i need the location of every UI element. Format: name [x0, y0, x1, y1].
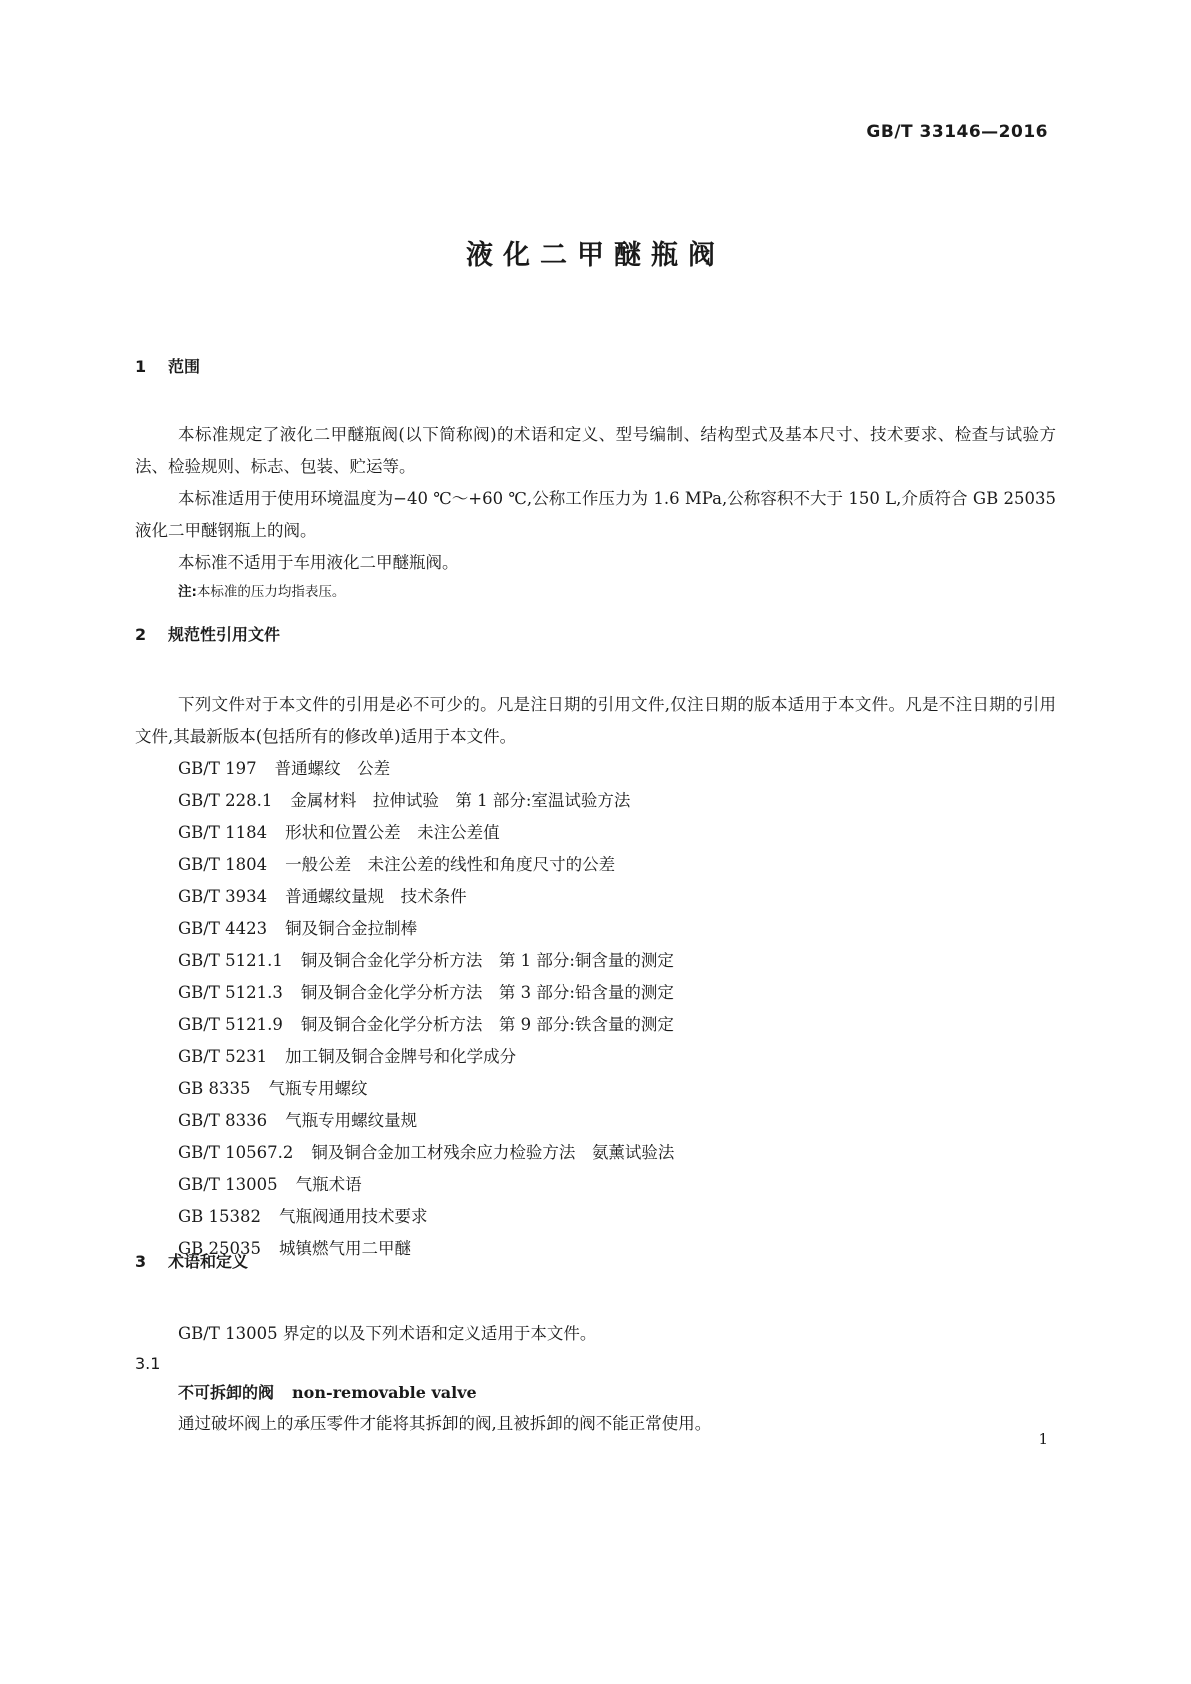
reference-code: GB/T 5231 — [178, 1047, 268, 1066]
section-title: 规范性引用文件 — [168, 625, 281, 644]
reference-item — [135, 1105, 1056, 1137]
reference-item — [135, 881, 1056, 913]
reference-title: 铜及铜合金加工材残余应力检验方法 氨薰试验法 — [311, 1143, 675, 1162]
reference-title: 普通螺纹量规 技术条件 — [285, 887, 467, 906]
standard-code: GB/T 33146—2016 — [866, 122, 1048, 142]
paragraph: 本标准规定了液化二甲醚瓶阀(以下简称阀)的术语和定义、型号编制、结构型式及基本尺寸、技术要求、检查与试验方法、检验规则、标志、包装、贮运等。 — [135, 425, 1056, 476]
reference-title: 形状和位置公差 未注公差值 — [285, 823, 500, 842]
reference-item — [135, 1073, 1056, 1105]
reference-item — [135, 1201, 1056, 1233]
reference-code: GB/T 13005 — [178, 1175, 278, 1194]
reference-title: 气瓶阀通用技术要求 — [279, 1207, 428, 1226]
section-heading — [135, 1250, 1056, 1274]
reference-item — [135, 1041, 1056, 1073]
reference-item — [135, 1137, 1056, 1169]
section-title: 范围 — [168, 357, 201, 376]
reference-code: GB/T 5121.9 — [178, 1015, 283, 1034]
reference-title: 加工铜及铜合金牌号和化学成分 — [285, 1047, 517, 1066]
reference-title: 气瓶专用螺纹 — [268, 1079, 368, 1098]
reference-item — [135, 977, 1056, 1009]
reference-title: 铜及铜合金拉制棒 — [285, 919, 418, 938]
term-number: 3.1 — [135, 1354, 161, 1373]
reference-code: GB 25035 — [178, 1239, 262, 1258]
reference-list — [135, 753, 1056, 1265]
reference-title: 气瓶专用螺纹量规 — [285, 1111, 418, 1130]
section-number: 1 — [135, 357, 147, 376]
section-title: 术语和定义 — [168, 1252, 249, 1271]
section-scope — [135, 355, 1056, 605]
reference-code: GB/T 5121.3 — [178, 983, 283, 1002]
reference-code: GB/T 1184 — [178, 823, 268, 842]
section-heading — [135, 623, 1056, 647]
section-number: 2 — [135, 625, 147, 644]
reference-title: 铜及铜合金化学分析方法 第 3 部分:铅含量的测定 — [300, 983, 674, 1002]
paragraph: 下列文件对于本文件的引用是必不可少的。凡是注日期的引用文件,仅注日期的版本适用于本文件。凡是不注日期的引用文件,其最新版本(包括所有的修改单)适用于本文件。 — [135, 695, 1056, 746]
term-name — [135, 1378, 1056, 1408]
section-terms-definitions — [135, 1250, 1056, 1440]
reference-item — [135, 817, 1056, 849]
reference-title: 金属材料 拉伸试验 第 1 部分:室温试验方法 — [290, 791, 631, 810]
paragraph: 本标准不适用于车用液化二甲醚瓶阀。 — [178, 553, 459, 572]
reference-item — [135, 785, 1056, 817]
term-name-en: non-removable valve — [292, 1383, 477, 1402]
reference-code: GB/T 5121.1 — [178, 951, 283, 970]
section-heading — [135, 355, 1056, 379]
reference-code: GB 8335 — [178, 1079, 251, 1098]
term-name-zh: 不可拆卸的阀 — [178, 1383, 275, 1402]
page-number: 1 — [1038, 1430, 1048, 1448]
reference-code: GB/T 1804 — [178, 855, 268, 874]
paragraph: 本标准适用于使用环境温度为−40 ℃～+60 ℃,公称工作压力为 1.6 MPa,公称容积不大于 150 L,介质符合 GB 25035 液化二甲醚钢瓶上的阀。 — [135, 489, 1056, 540]
reference-item — [135, 849, 1056, 881]
reference-code: GB/T 10567.2 — [178, 1143, 294, 1162]
section-normative-references — [135, 623, 1056, 1265]
reference-title: 普通螺纹 公差 — [274, 759, 391, 778]
reference-title: 铜及铜合金化学分析方法 第 9 部分:铁含量的测定 — [300, 1015, 674, 1034]
section-number: 3 — [135, 1252, 147, 1271]
reference-code: GB/T 228.1 — [178, 791, 273, 810]
term-definition: 通过破坏阀上的承压零件才能将其拆卸的阀,且被拆卸的阀不能正常使用。 — [178, 1414, 712, 1433]
reference-code: GB 15382 — [178, 1207, 262, 1226]
note-label: 注: — [178, 584, 197, 600]
note-text: 本标准的压力均指表压。 — [196, 584, 346, 600]
reference-title: 铜及铜合金化学分析方法 第 1 部分:铜含量的测定 — [300, 951, 674, 970]
reference-code: GB/T 197 — [178, 759, 257, 778]
paragraph: GB/T 13005 界定的以及下列术语和定义适用于本文件。 — [178, 1324, 597, 1343]
reference-item — [135, 1009, 1056, 1041]
reference-item — [135, 945, 1056, 977]
reference-code: GB/T 3934 — [178, 887, 268, 906]
reference-code: GB/T 8336 — [178, 1111, 268, 1130]
note — [135, 579, 1056, 605]
document-title: 液化二甲醚瓶阀 — [466, 240, 725, 271]
reference-item — [135, 1169, 1056, 1201]
reference-title: 一般公差 未注公差的线性和角度尺寸的公差 — [285, 855, 616, 874]
reference-title: 气瓶术语 — [295, 1175, 362, 1194]
reference-item — [135, 753, 1056, 785]
reference-title: 城镇燃气用二甲醚 — [279, 1239, 412, 1258]
reference-code: GB/T 4423 — [178, 919, 268, 938]
reference-item — [135, 913, 1056, 945]
